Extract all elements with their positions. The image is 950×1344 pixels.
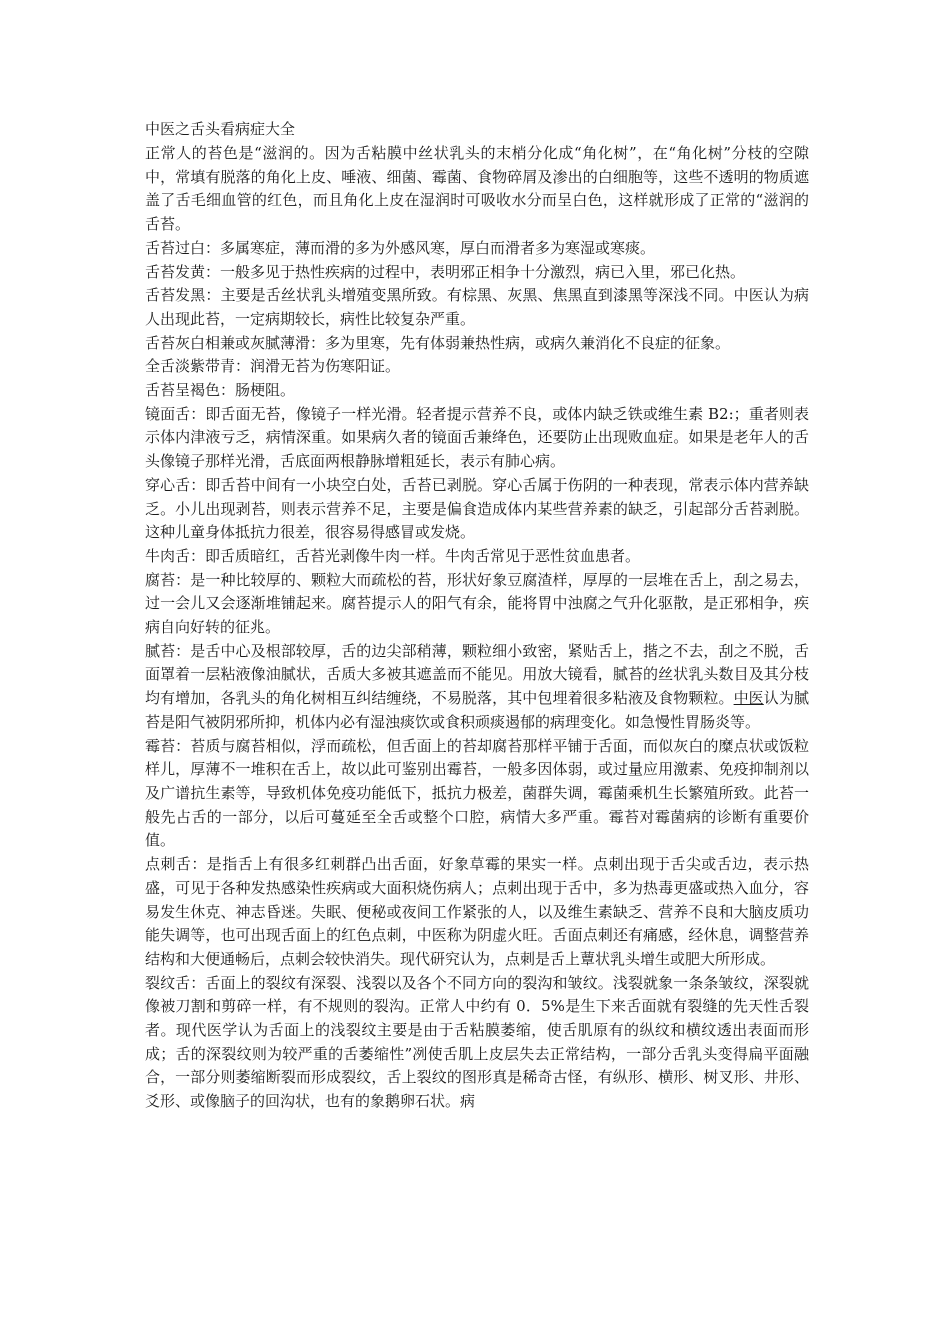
greasy-coating-text-cont: 认为腻苔是阳气被阴邪所抑，机体内必有湿浊痰饮或食积顽痰遏郁的病理变化。如急慢性胃肠炎等。: [145, 689, 809, 731]
paragraph-black-coating: 舌苔发黑：主要是舌丝状乳头增殖变黑所致。有棕黑、灰黑、焦黑直到漆黑等深浅不同。中医认为病人出现此苔，一定病期较长，病性比较复杂严重。: [145, 286, 809, 328]
paragraph-yellow-coating: 舌苔发黄：一般多见于热性疾病的过程中，表明邪正相争十分激烈，病已入里，邪已化热。: [145, 262, 746, 281]
document-title: 中医之舌头看病症大全: [145, 120, 296, 138]
paragraph-white-coating: 舌苔过白：多属寒症，薄而滑的多为外感风寒，厚白而滑者多为寒湿或寒痰。: [145, 238, 656, 257]
paragraph-mold-coating: 霉苔：苔质与腐苔相似，浮而疏松，但舌面上的苔却腐苔那样平铺于舌面，而似灰白的糜点状或饭粒样儿，厚薄不一堆积在舌上，故以此可鉴别出霉苔，一般多因体弱，或过量应用激素、免疫抑制剂以及广谱抗生素等，导致机体免疫功能低下，抵抗力极差，菌群失调，霉菌乘机生长繁殖所致。此苔一般先占舌的一部分，以后可蔓延至全舌或整个口腔，病情大多严重。霉苔对霉菌病的诊断有重要价值。: [145, 736, 809, 850]
document-page: [145, 116, 809, 1114]
paragraph-fissured-tongue: 裂纹舌：舌面上的裂纹有深裂、浅裂以及各个不同方向的裂沟和皱纹。浅裂就象一条条皱纹，深裂就像被刀割和剪碎一样，有不规则的裂沟。正常人中约有 0．5%是生下来舌面就有裂缝的先天性舌裂者。现代医学认为舌面上的浅裂纹主要是由于舌粘膜萎缩，使舌肌原有的纵纹和横纹透出表面而形成；舌的深裂纹则为较严重的舌萎缩性”冽使舌肌上皮层失去正常结构，一部分舌乳头变得扁平面融合，一部分则萎缩断裂而形成裂纹，舌上裂纹的图形真是稀奇古怪，有纵形、横形、树叉形、井形、爻形、或像脑子的回沟状，也有的象鹅卵石状。病: [145, 973, 809, 1111]
greasy-coating-text: 腻苔：是舌中心及根部较厚，舌的边尖部稍薄，颗粒细小致密，紧贴舌上，揩之不去，刮之不脱，舌面罩着一层粘液像油腻状，舌质大多被其遮盖而不能见。用放大镜看，腻苔的丝状乳头数目及其分枝均有增加，各乳头的角化树相互纠结缠绕，不易脱落，其中包埋着很多粘液及食物颗粒。: [145, 641, 809, 708]
paragraph-normal-coating: 正常人的苔色是“滋润的。因为舌粘膜中丝状乳头的末梢分化成“角化树”，在“角化树”分枝的空隙中，常填有脱落的角化上皮、唾液、细菌、霉菌、食物碎屑及渗出的白细胞等，这些不透明的物质遮盖了舌毛细血管的红色，而且角化上皮在湿润时可吸收水分而呈白色，这样就形成了正常的“滋润的舌苔。: [145, 144, 809, 234]
paragraph-curdy-coating: 腐苔：是一种比较厚的、颗粒大而疏松的苔，形状好象豆腐渣样，厚厚的一层堆在舌上，刮之易去，过一会儿又会逐渐堆铺起来。腐苔提示人的阳气有余，能将胃中浊腐之气升化驱散，是正邪相争，疾病自向好转的征兆。: [145, 570, 809, 637]
paragraph-purple-tongue: 全舌淡紫带青：润滑无苔为伤寒阳证。: [145, 357, 401, 376]
paragraph-mirror-tongue: 镜面舌：即舌面无苔，像镜子一样光滑。轻者提示营养不良，或体内缺乏铁或维生素 B2:；重者则表示体内津液亏乏，病情深重。如果病久者的镜面舌兼绛色，还要防止出现败血症。如果是老年人的舌头像镜子那样光滑，舌底面两根静脉增粗延长，表示有肺心病。: [145, 404, 809, 471]
paragraph-prickly-tongue: 点刺舌：是指舌上有很多红刺群凸出舌面，好象草霉的果实一样。点刺出现于舌尖或舌边，表示热盛，可见于各种发热感染性疾病或大面积烧伤病人；点刺出现于舌中，多为热毒更盛或热入血分，容易发生休克、神志昏迷。失眠、便秘或夜间工作紧张的人，以及维生素缺乏、营养不良和大脑皮质功能失调等，也可出现舌面上的红色点刺，中医称为阴虚火旺。舌面点刺还有痛感，经休息，调整营养结构和大便通畅后，点刺会较快消失。现代研究认为，点刺是舌上蕈状乳头增生或肥大所形成。: [145, 855, 809, 968]
paragraph-greasy-coating: [145, 640, 809, 735]
paragraph-grey-white-coating: 舌苔灰白相兼或灰腻薄滑：多为里寒，先有体弱兼热性病，或病久兼消化不良症的征象。: [145, 333, 731, 352]
paragraph-beef-tongue: 牛肉舌：即舌质暗红，舌苔光剥像牛肉一样。牛肉舌常见于恶性贫血患者。: [145, 546, 641, 565]
paragraph-hollow-tongue: 穿心舌：即舌苔中间有一小块空白处，舌苔已剥脱。穿心舌属于伤阴的一种表现，常表示体内营养缺乏。小儿出现剥苔，则表示营养不足，主要是偏食造成体内某些营养素的缺乏，引起部分舌苔剥脱。这种儿童身体抵抗力很差，很容易得感冒或发烧。: [145, 475, 809, 542]
paragraph-brown-coating: 舌苔呈褐色：肠梗阻。: [145, 381, 296, 400]
tcm-link[interactable]: 中医: [733, 689, 764, 708]
